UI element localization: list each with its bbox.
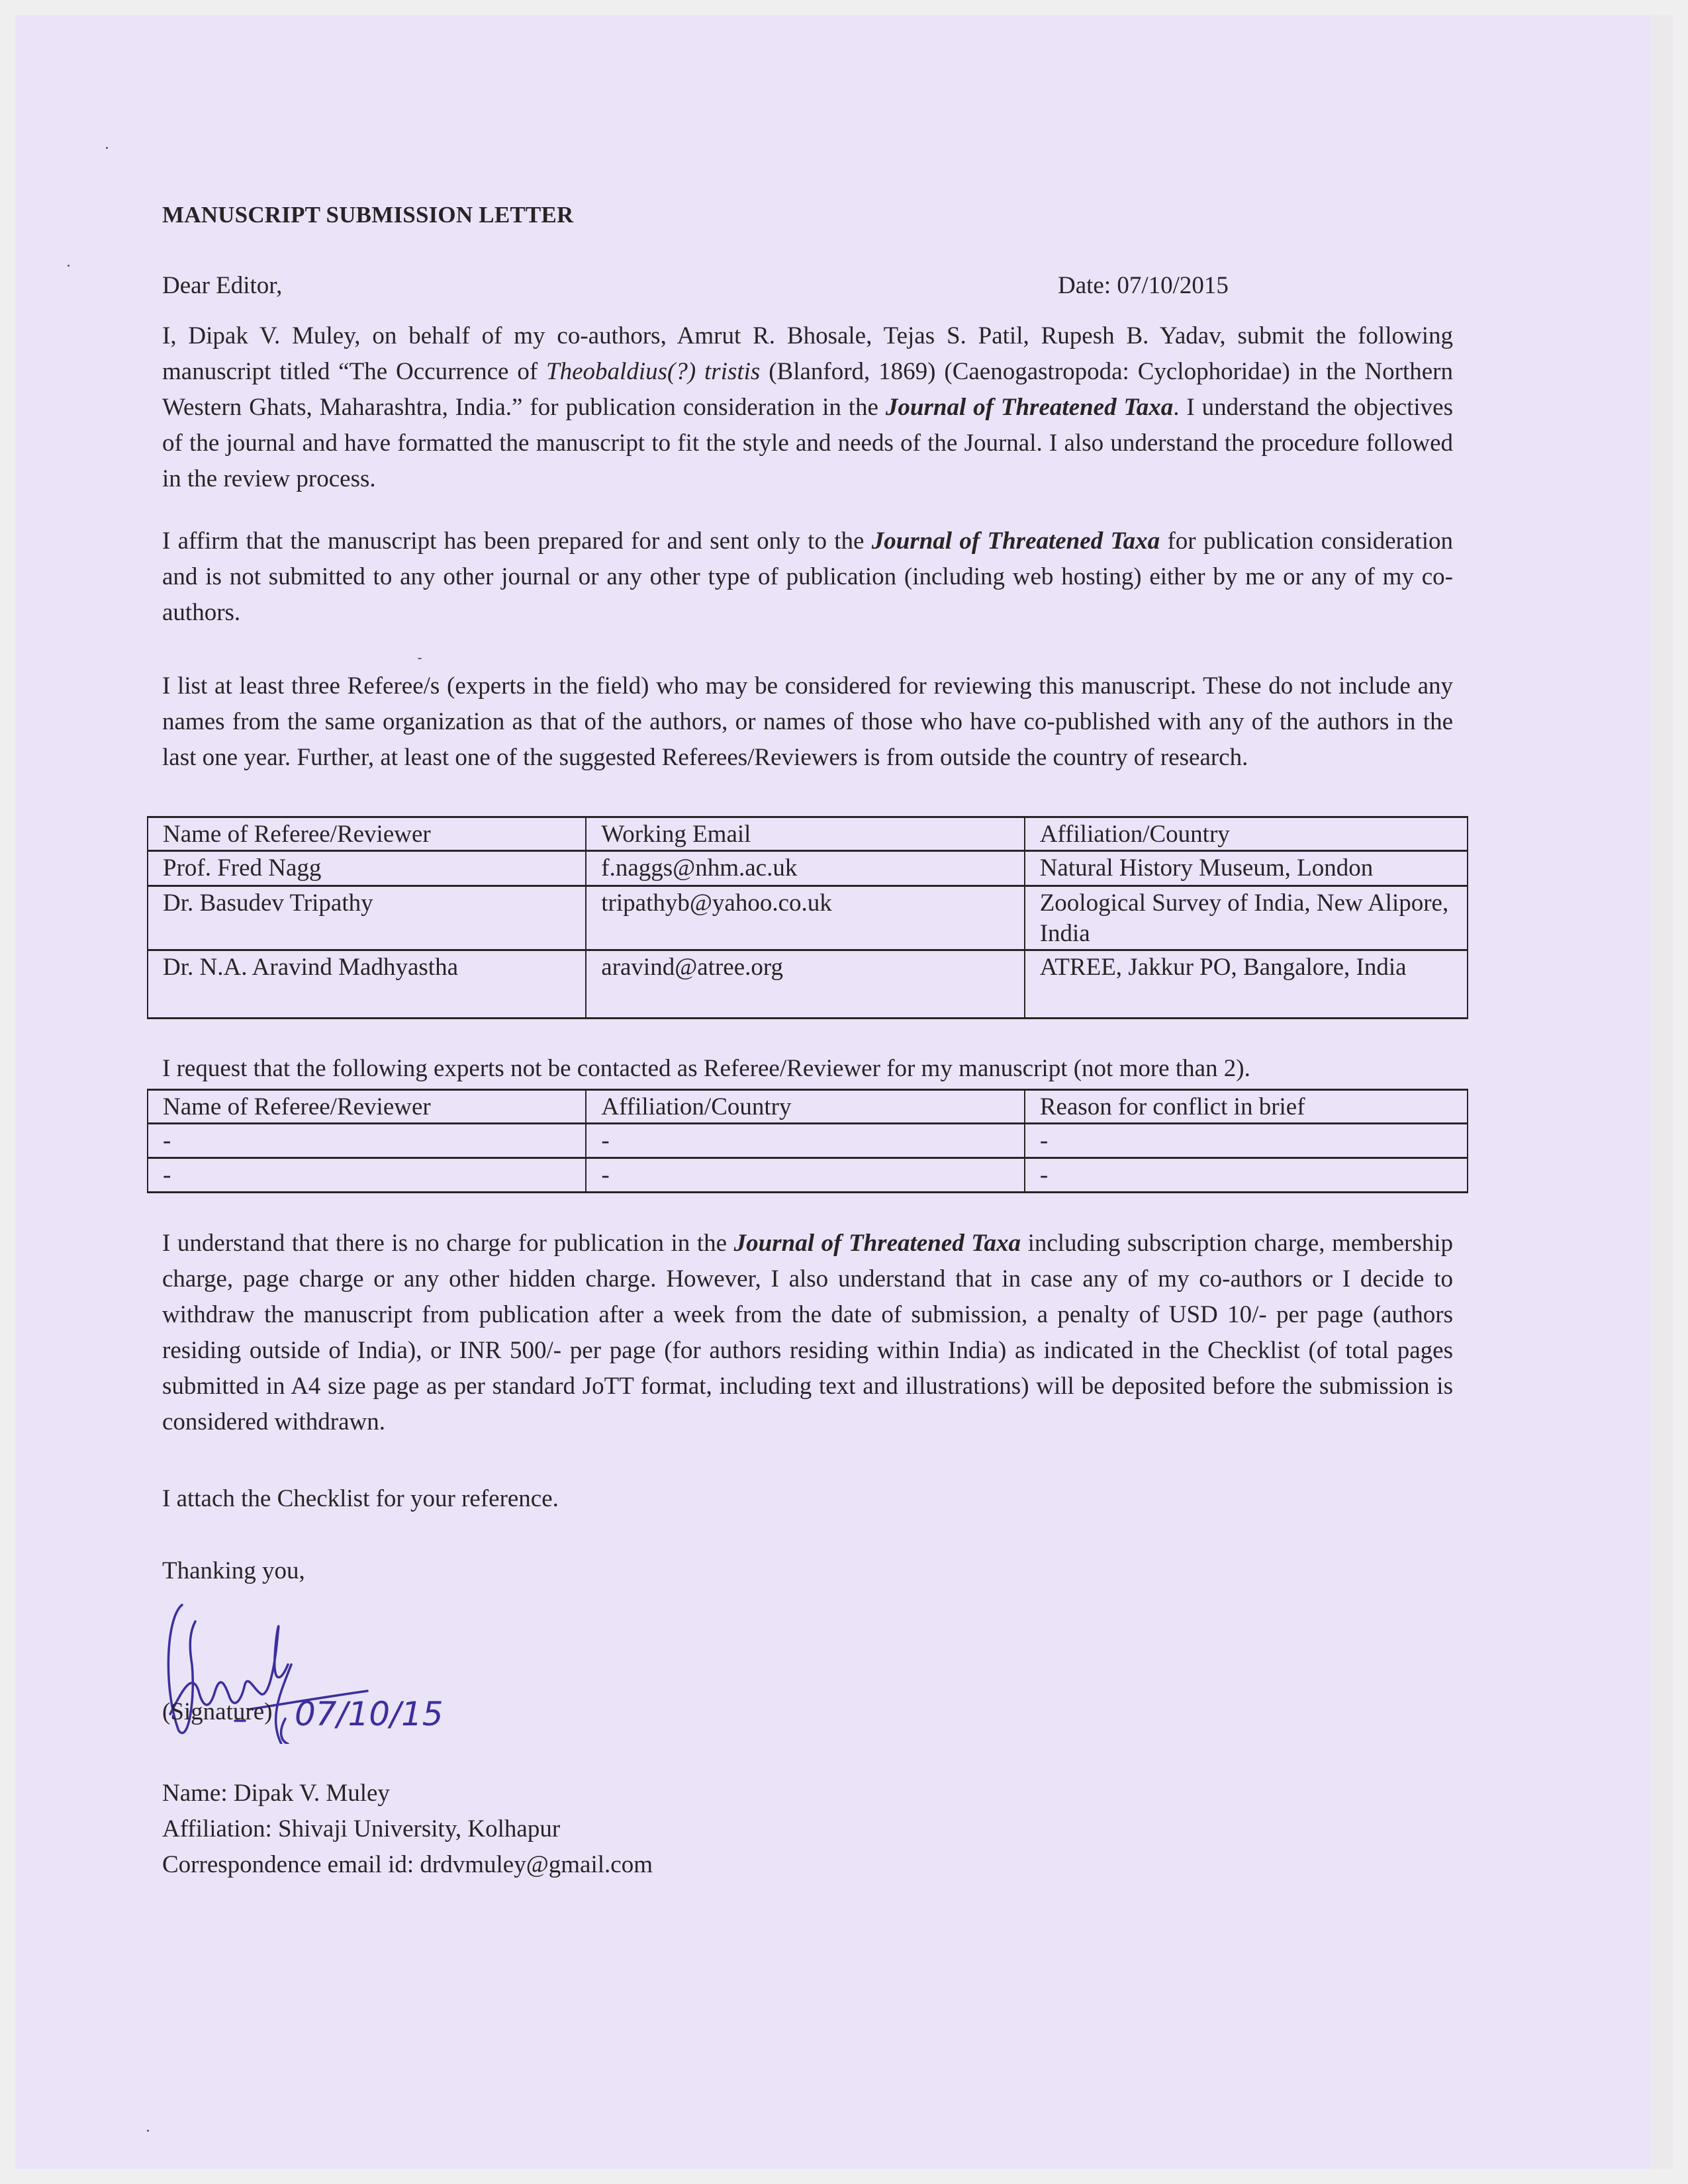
scan-speck bbox=[68, 265, 70, 267]
referee-affiliation: Natural History Museum, London bbox=[1025, 851, 1468, 886]
table-row bbox=[148, 1124, 1468, 1158]
sender-name: Name: Dipak V. Muley bbox=[162, 1780, 390, 1807]
table-row bbox=[148, 1158, 1468, 1193]
table-row bbox=[148, 950, 1468, 1019]
letter-title: MANUSCRIPT SUBMISSION LETTER bbox=[162, 202, 574, 228]
para4-text-b: including subscription charge, membership charge, page charge or any other hidden charge. However, I also understand that in case any of my co-authors or I decide to withdraw the manuscript from publication after a week from the date of submission, a penalty of USD 10/- per page (authors residing outside of India), or INR 500/- per page (for authors residing within India) as indicated in the Checklist (of total pages submitted in A4 size page as per standard JoTT format, including text and illustrations) will be deposited before the submission is considered withdrawn. bbox=[162, 1230, 1454, 1435]
excluded-affiliation: - bbox=[586, 1124, 1024, 1158]
suggested-referees-table bbox=[147, 816, 1468, 1019]
species-name: Theobaldius(?) tristis bbox=[546, 358, 761, 385]
referee-email: aravind@atree.org bbox=[586, 950, 1024, 1019]
exclusion-request-text: I request that the following experts not be contacted as Referee/Reviewer for my manuscript (not more than 2). bbox=[162, 1055, 1250, 1082]
table-row bbox=[148, 851, 1468, 886]
scan-edge-strip bbox=[1650, 15, 1673, 2169]
excluded-reason: - bbox=[1025, 1158, 1468, 1193]
column-header: Name of Referee/Reviewer bbox=[148, 1090, 586, 1124]
sender-email: Correspondence email id: drdvmuley@gmail.com bbox=[162, 1851, 653, 1878]
para2-text-b: for publication consideration and is not submitted to any other journal or any other type of publication (including web hosting) either by me or any of my co-authors. bbox=[162, 527, 1453, 626]
excluded-affiliation: - bbox=[586, 1158, 1024, 1193]
paragraph-affirmation bbox=[162, 523, 1453, 631]
referee-name: Dr. N.A. Aravind Madhyastha bbox=[148, 950, 586, 1019]
scan-speck bbox=[418, 658, 422, 659]
referee-email: f.naggs@nhm.ac.uk bbox=[586, 851, 1024, 886]
journal-name: Journal of Threatened Taxa bbox=[733, 1230, 1021, 1257]
referee-name: Dr. Basudev Tripathy bbox=[148, 886, 586, 950]
closing: Thanking you, bbox=[162, 1557, 305, 1584]
paragraph-submission bbox=[162, 318, 1453, 497]
journal-name: Journal of Threatened Taxa bbox=[885, 394, 1174, 421]
table-header-row bbox=[148, 1090, 1468, 1124]
column-header: Name of Referee/Reviewer bbox=[148, 817, 586, 851]
excluded-reason: - bbox=[1025, 1124, 1468, 1158]
signature-label: (Signature) bbox=[162, 1698, 273, 1725]
column-header: Affiliation/Country bbox=[1025, 817, 1468, 851]
para4-text-a: I understand that there is no charge for publication in the bbox=[162, 1230, 734, 1257]
table-header-row bbox=[148, 817, 1468, 851]
excluded-referees-table bbox=[147, 1089, 1468, 1193]
column-header: Affiliation/Country bbox=[586, 1090, 1024, 1124]
paragraph-referees: I list at least three Referee/s (experts in the field) who may be considered for reviewing this manuscript. These do not include any names from the same organization as that of the authors, or names of those who have co-published with any of the authors in the last one year. Further, at least one of the suggested Referees/Reviewers is from outside the country of research. bbox=[162, 672, 1453, 771]
referee-name: Prof. Fred Nagg bbox=[148, 851, 586, 886]
column-header: Working Email bbox=[586, 817, 1024, 851]
scan-speck bbox=[106, 147, 108, 149]
journal-name: Journal of Threatened Taxa bbox=[871, 527, 1160, 555]
excluded-name: - bbox=[148, 1158, 586, 1193]
para2-text-a: I affirm that the manuscript has been prepared for and sent only to the bbox=[162, 527, 872, 555]
referee-affiliation: ATREE, Jakkur PO, Bangalore, India bbox=[1025, 950, 1468, 1019]
referee-affiliation: Zoological Survey of India, New Alipore, India bbox=[1025, 886, 1468, 950]
para1-text-b: (Blanford, 1869) (Caenogastropoda: Cyclophoridae) in the Northern Western Ghats, Maharashtra, India.” for publication consideration in the bbox=[162, 358, 1454, 421]
paragraph-charges bbox=[162, 1226, 1453, 1440]
table-row bbox=[148, 886, 1468, 950]
scan-speck bbox=[147, 2130, 149, 2132]
letter-date: Date: 07/10/2015 bbox=[1058, 272, 1229, 299]
para1-text-c: . I understand the objectives of the journal and have formatted the manuscript to fit the style and needs of the Journal. I also understand the procedure followed in the review process. bbox=[162, 394, 1453, 492]
excluded-name: - bbox=[148, 1124, 586, 1158]
sender-affiliation: Affiliation: Shivaji University, Kolhapur bbox=[162, 1815, 561, 1843]
para1-text-a: I, Dipak V. Muley, on behalf of my co-authors, Amrut R. Bhosale, Tejas S. Patil, Rupesh B. Yadav, submit the following manuscript titled “The Occurrence of bbox=[162, 322, 1453, 385]
attachment-note: I attach the Checklist for your reference. bbox=[162, 1485, 559, 1512]
salutation: Dear Editor, bbox=[162, 272, 283, 299]
svg-text:07/10/15: 07/10/15 bbox=[295, 1695, 444, 1733]
referee-email: tripathyb@yahoo.co.uk bbox=[586, 886, 1024, 950]
column-header: Reason for conflict in brief bbox=[1025, 1090, 1468, 1124]
